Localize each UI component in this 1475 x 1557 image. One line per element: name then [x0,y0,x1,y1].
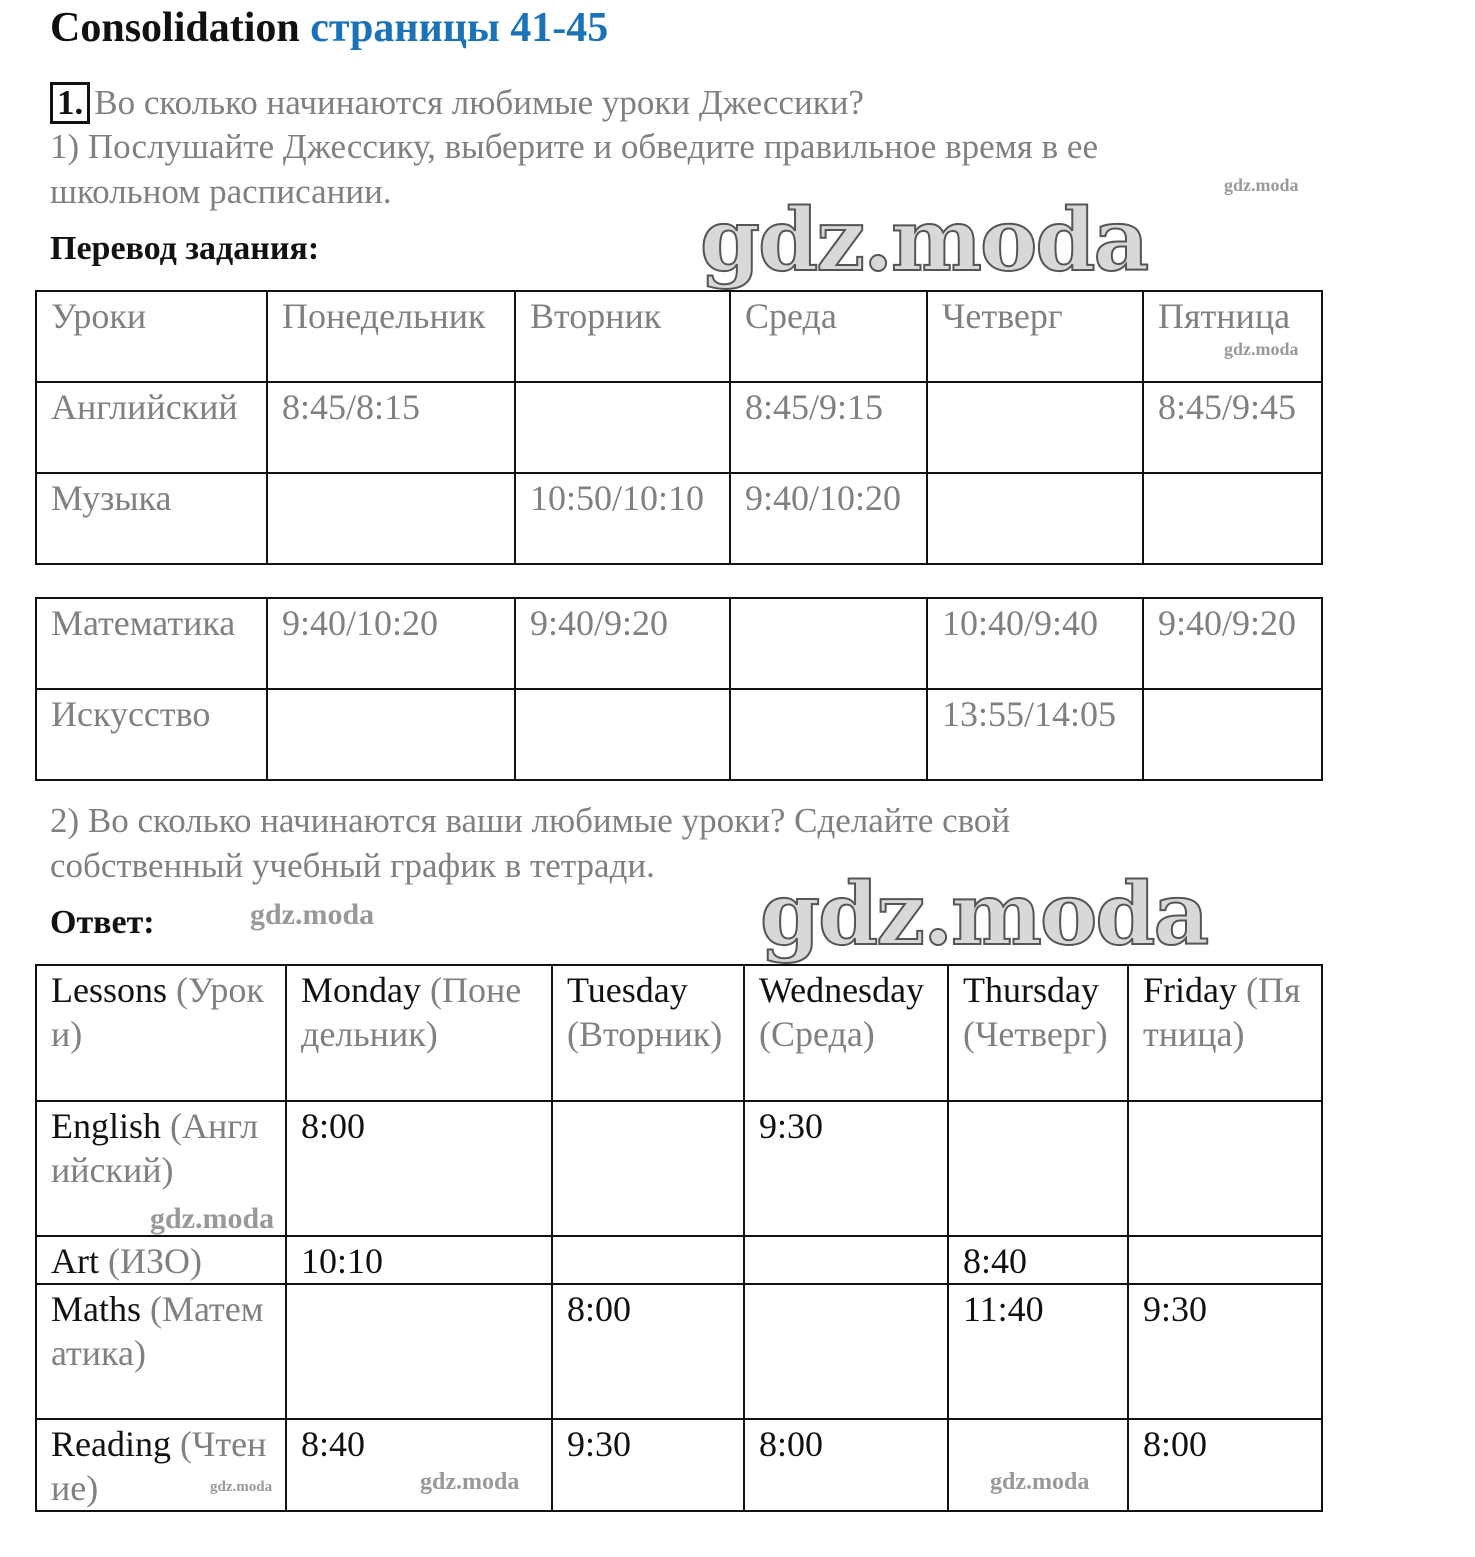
table-row [36,598,1322,689]
lesson-ru: (Математика) [51,1289,264,1373]
lesson-ru: (ИЗО) [108,1241,203,1281]
time-cell: 8:00 [1128,1419,1322,1511]
watermark-large-2: gdz.moda [760,864,1208,965]
table-row [36,1284,1322,1419]
answer-table [35,964,1323,1512]
translation-label: Перевод задания: [50,230,320,267]
header-row [36,965,1322,1101]
lesson-cell [36,1419,286,1511]
time-cell [286,1284,552,1419]
table-cell: 9:40/10:20 [730,473,927,564]
watermark-small: gdz.moda [990,1469,1090,1495]
header-ru: (Четверг) [963,1014,1108,1054]
table-row [36,291,1322,382]
title-pages: страницы 41-45 [310,5,609,51]
table-cell: Английский [36,382,267,473]
header-en: Wednesday [759,970,925,1010]
table-cell [267,473,515,564]
watermark-small: gdz.moda [250,898,375,931]
time-cell: 8:00 [552,1284,744,1419]
table-cell [730,689,927,780]
time-cell: 8:00 [744,1419,948,1511]
time-cell: 8:00 [286,1101,552,1236]
table-row [36,1419,1322,1511]
table-cell: 10:40/9:40 [927,598,1143,689]
table-row [36,1236,1322,1284]
time-cell: 11:40 [948,1284,1128,1419]
header-cell [948,965,1128,1101]
lesson-en: Art [51,1241,99,1281]
time-cell [948,1101,1128,1236]
header-en: Friday [1143,970,1237,1010]
time-cell: 8:40 [948,1236,1128,1284]
table-cell: Искусство [36,689,267,780]
table-cell [1143,473,1322,564]
header-en: Thursday [963,970,1099,1010]
time-cell [1128,1101,1322,1236]
lesson-en: English [51,1106,162,1146]
time-cell [948,1419,1128,1511]
question-text: Во сколько начинаются любимые уроки Джессики? [94,83,864,122]
header-en: Monday [301,970,421,1010]
table-cell: 10:50/10:10 [515,473,730,564]
table-cell: 8:45/9:45 [1143,382,1322,473]
translation-table-2 [35,597,1323,781]
time-cell: 8:40 [286,1419,552,1511]
table-cell [515,689,730,780]
header-ru: (Вторник) [567,1014,723,1054]
table-cell: Вторник [515,291,730,382]
header-cell [1128,965,1322,1101]
time-cell [744,1236,948,1284]
table-cell: Музыка [36,473,267,564]
time-cell [552,1101,744,1236]
table-row [36,382,1322,473]
header-ru: (Пятница) [1143,970,1301,1054]
table-cell: Пятница [1143,291,1322,382]
lesson-cell [36,1236,286,1284]
table-cell: Понедельник [267,291,515,382]
header-en: Tuesday [567,970,688,1010]
table-cell [927,473,1143,564]
table-cell: Среда [730,291,927,382]
table-cell: Уроки [36,291,267,382]
translation-table-1 [35,290,1323,565]
time-cell [552,1236,744,1284]
watermark-small: gdz.moda [150,1202,275,1235]
answer-label: Ответ: [50,904,155,941]
lesson-en: Reading [51,1424,171,1464]
watermark-large-1: gdz.moda [700,190,1148,291]
header-ru: (Среда) [759,1014,875,1054]
table-cell [515,382,730,473]
time-cell: 9:30 [1128,1284,1322,1419]
header-cell [744,965,948,1101]
table-row [36,473,1322,564]
time-cell: 9:30 [552,1419,744,1511]
task-part2: 2) Во сколько начинаются ваши любимые уроки? Сделайте свой собственный учебный график в тетради. [50,801,1011,885]
table-cell: 8:45/9:15 [730,382,927,473]
task-part1: 1) Послушайте Джессику, выберите и обведите правильное время в ее школьном расписании. [50,127,1098,211]
watermark-small: gdz.moda [1224,339,1299,359]
table-cell: 9:40/10:20 [267,598,515,689]
table-cell [267,689,515,780]
header-cell [552,965,744,1101]
page-title [50,4,608,52]
table-cell: Четверг [927,291,1143,382]
table-cell [1143,689,1322,780]
lesson-ru: (Английский) [51,1106,259,1190]
table-cell: Математика [36,598,267,689]
table-cell: 13:55/14:05 [927,689,1143,780]
table-row [36,689,1322,780]
table-cell [730,598,927,689]
time-cell: 9:30 [744,1101,948,1236]
task-question [50,80,1300,125]
watermark-small: gdz.moda [210,1479,273,1495]
table-cell: 8:45/8:15 [267,382,515,473]
table-cell: 9:40/9:20 [515,598,730,689]
header-cell [286,965,552,1101]
watermark-small: gdz.moda [1224,175,1299,195]
watermark-small: gdz.moda [420,1469,520,1495]
time-cell [744,1284,948,1419]
task-number: 1. [50,82,90,124]
header-ru: (Понедельник) [301,970,522,1054]
lesson-cell [36,1284,286,1419]
table-cell: 9:40/9:20 [1143,598,1322,689]
time-cell: 10:10 [286,1236,552,1284]
header-en: Lessons [51,970,167,1010]
time-cell [1128,1236,1322,1284]
lesson-ru: (Чтение) [51,1424,267,1508]
table-cell [927,382,1143,473]
lesson-en: Maths [51,1289,141,1329]
header-cell [36,965,286,1101]
header-ru: (Уроки) [51,970,264,1054]
title-main: Consolidation [50,5,300,51]
